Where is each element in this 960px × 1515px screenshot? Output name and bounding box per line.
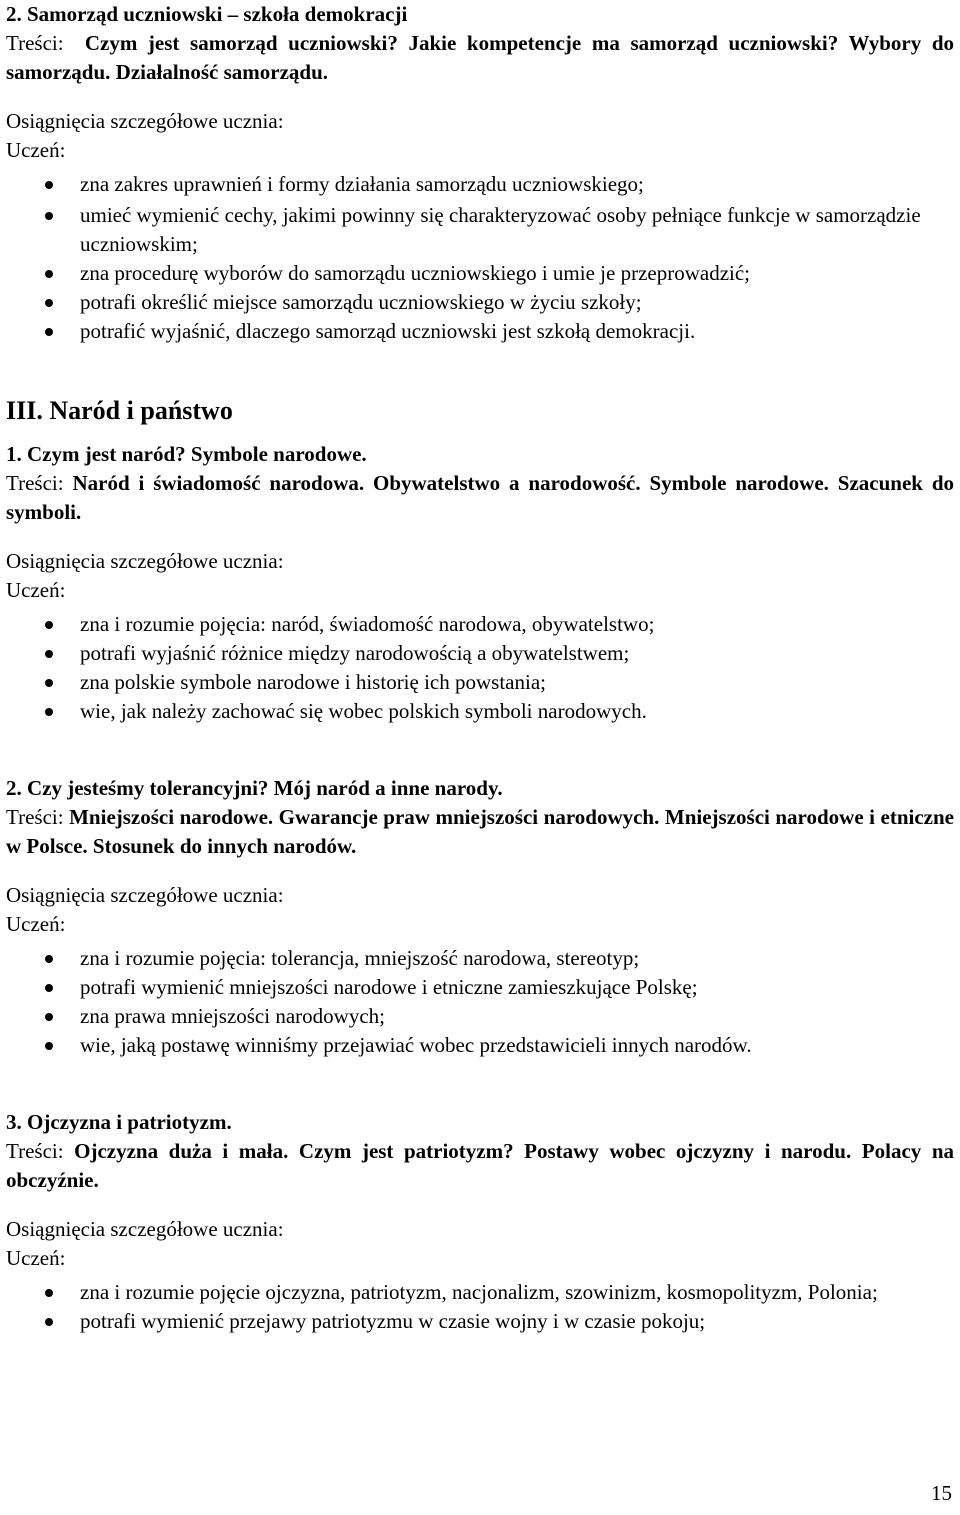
objectives-list xyxy=(6,1278,954,1336)
list-item: wie, jaką postawę winniśmy przejawiać wobec przedstawicieli innych narodów. xyxy=(6,1031,954,1060)
bullet-icon xyxy=(45,1318,53,1326)
document-page xyxy=(6,0,954,1336)
list-item: potrafi określić miejsce samorządu uczniowskiego w życiu szkoły; xyxy=(6,288,954,317)
list-item: zna zakres uprawnień i formy działania samorządu uczniowskiego; xyxy=(6,170,954,199)
bullet-icon xyxy=(45,708,53,716)
bullet-icon xyxy=(45,328,53,336)
topic-heading: 1. Czym jest naród? Symbole narodowe. xyxy=(6,442,367,466)
tresci-text: Ojczyzna duża i mała. Czym jest patriotyzm? Postawy wobec ojczyzny i narodu. Polacy na obczyźnie. xyxy=(6,1139,954,1192)
bullet-icon xyxy=(45,212,53,220)
list-item: potrafi wymienić przejawy patriotyzmu w czasie wojny i w czasie pokoju; xyxy=(6,1307,954,1336)
tresci-paragraph xyxy=(6,803,954,861)
page-number: 15 xyxy=(931,1481,952,1505)
bullet-icon xyxy=(45,270,53,278)
bullet-icon xyxy=(45,299,53,307)
uczen-label: Uczeń: xyxy=(6,138,66,162)
list-item: zna polskie symbole narodowe i historię ich powstania; xyxy=(6,668,954,697)
bullet-icon xyxy=(45,650,53,658)
bullet-icon xyxy=(45,1289,53,1297)
section-heading: 2. Samorząd uczniowski – szkoła demokracji xyxy=(6,2,408,26)
osiagniecia-label: Osiągnięcia szczegółowe ucznia: xyxy=(6,883,284,907)
tresci-label: Treści: xyxy=(6,471,64,495)
bullet-icon xyxy=(45,181,53,189)
list-item: potrafi wyjaśnić różnice między narodowością a obywatelstwem; xyxy=(6,639,954,668)
uczen-label: Uczeń: xyxy=(6,578,66,602)
list-item: zna i rozumie pojęcia: tolerancja, mniejszość narodowa, stereotyp; xyxy=(6,944,954,973)
list-item: zna i rozumie pojęcie ojczyzna, patriotyzm, nacjonalizm, szowinizm, kosmopolityzm, Polonia; xyxy=(6,1278,954,1307)
tresci-paragraph xyxy=(6,469,954,527)
osiagniecia-label: Osiągnięcia szczegółowe ucznia: xyxy=(6,109,284,133)
list-item: potrafi wymienić mniejszości narodowe i etniczne zamieszkujące Polskę; xyxy=(6,973,954,1002)
tresci-text: Naród i świadomość narodowa. Obywatelstwo a narodowość. Symbole narodowe. Szacunek do symboli. xyxy=(6,471,954,524)
list-item: umieć wymienić cechy, jakimi powinny się charakteryzować osoby pełniące funkcje w samorządzie uczniowskim; xyxy=(6,199,954,259)
uczen-label: Uczeń: xyxy=(6,912,66,936)
list-item: zna i rozumie pojęcia: naród, świadomość narodowa, obywatelstwo; xyxy=(6,610,954,639)
list-item: zna procedurę wyborów do samorządu uczniowskiego i umie je przeprowadzić; xyxy=(6,259,954,288)
tresci-label: Treści: xyxy=(6,805,64,829)
tresci-text: Czym jest samorząd uczniowski? Jakie kompetencje ma samorząd uczniowski? Wybory do samorządu. Działalność samorządu. xyxy=(6,31,955,84)
bullet-icon xyxy=(45,984,53,992)
part-heading: III. Naród i państwo xyxy=(6,396,233,425)
objectives-list xyxy=(6,170,954,346)
osiagniecia-label: Osiągnięcia szczegółowe ucznia: xyxy=(6,1217,284,1241)
objectives-list xyxy=(6,610,954,726)
tresci-paragraph xyxy=(6,1137,954,1195)
list-item: zna prawa mniejszości narodowych; xyxy=(6,1002,954,1031)
bullet-icon xyxy=(45,1042,53,1050)
topic-heading: 2. Czy jesteśmy tolerancyjni? Mój naród a inne narody. xyxy=(6,776,503,800)
uczen-label: Uczeń: xyxy=(6,1246,66,1270)
tresci-label: Treści: xyxy=(6,1139,64,1163)
bullet-icon xyxy=(45,679,53,687)
bullet-icon xyxy=(45,955,53,963)
tresci-paragraph xyxy=(6,29,954,87)
list-item: wie, jak należy zachować się wobec polskich symboli narodowych. xyxy=(6,697,954,726)
tresci-text: Mniejszości narodowe. Gwarancje praw mniejszości narodowych. Mniejszości narodowe i etniczne w Polsce. Stosunek do innych narodów. xyxy=(6,805,954,858)
objectives-list xyxy=(6,944,954,1060)
tresci-label: Treści: xyxy=(6,31,64,55)
osiagniecia-label: Osiągnięcia szczegółowe ucznia: xyxy=(6,549,284,573)
topic-heading: 3. Ojczyzna i patriotyzm. xyxy=(6,1110,232,1134)
list-item: potrafić wyjaśnić, dlaczego samorząd uczniowski jest szkołą demokracji. xyxy=(6,317,954,346)
bullet-icon xyxy=(45,1013,53,1021)
bullet-icon xyxy=(45,621,53,629)
